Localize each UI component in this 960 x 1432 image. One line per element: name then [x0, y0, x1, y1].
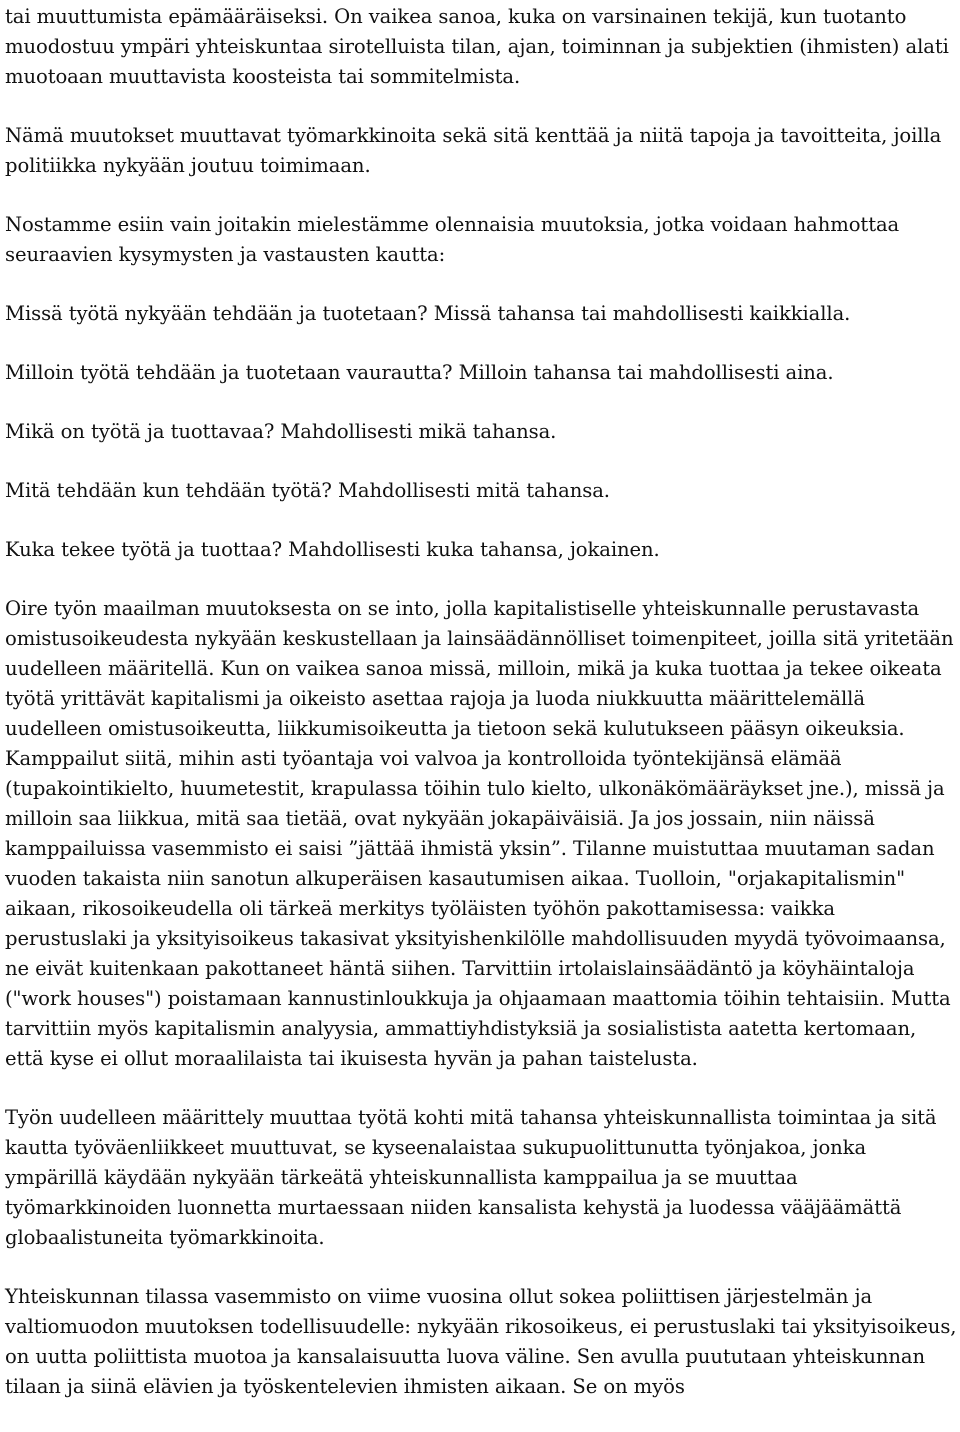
question-doing: Mitä tehdään kun tehdään työtä? Mahdollisesti mitä tahansa.: [5, 479, 610, 502]
paragraph-questions-intro: Nostamme esiin vain joitakin mielestämme olennaisia muutoksia, jotka voidaan hahmottaa seuraavien kysymysten ja vastausten kautta:: [5, 213, 900, 266]
question-where: Missä työtä nykyään tehdään ja tuotetaan? Missä tahansa tai mahdollisesti kaikkialla.: [5, 302, 851, 325]
paragraph-changes: Nämä muutokset muuttavat työmarkkinoita sekä sitä kenttää ja niitä tapoja ja tavoitteita, joilla politiikka nykyään joutuu toimimaan.: [5, 124, 942, 177]
paragraph-ownership: Oire työn maailman muutoksesta on se into, jolla kapitalistiselle yhteiskunnalle perustavasta omistusoikeudesta nykyään keskustellaan ja lainsäädännölliset toimenpiteet, joilla sitä yritetään uudelleen määritellä. Kun on vaikea sanoa missä, milloin, mikä ja kuka tuottaa ja tekee oikeata työtä yrittävät kapitalismi ja oikeisto asettaa rajoja ja luoda niukkuutta määrittelemällä uudelleen omistusoikeutta, liikkumisoikeutta ja tietoon sekä kulutukseen pääsyn oikeuksia. Kamppailut siitä, mihin asti työantaja voi valvoa ja kontrolloida työntekijänsä elämää (tupakointikielto, huumetestit, krapulassa töihin tulo kielto, ulkonäkömääräykset jne.), missä ja milloin saa liikkua, mitä saa tietää, ovat nykyään jokapäiväisiä. Ja jos jossain, niin näissä kamppailuissa vasemmisto ei saisi ”jättää ihmistä yksin”. Tilanne muistuttaa muutaman sadan vuoden takaista niin sanotun alkuperäisen kasautumisen aikaa. Tuolloin, "orjakapitalismin" aikaan, rikosoikeudella oli tärkeä merkitys työläisten työhön pakottamisessa: vaikka perustuslaki ja yksityisoikeus takasivat yksityishenkilölle mahdollisuuden myydä työvoimaansa, ne eivät kuitenkaan pakottaneet häntä siihen. Tarvittiin irtolaislainsäädäntö ja köyhäintaloja ("work houses") poistamaan kannustinloukkuja ja ohjaamaan maattomia töihin tehtaisiin. Mutta tarvittiin myös kapitalismin analyysia, ammattiyhdistyksiä ja sosialistista aatetta kertomaan, että kyse ei ollut moraalilaista tai ikuisesta hyvän ja pahan taistelusta.: [5, 597, 954, 1070]
paragraph-redefinition: Työn uudelleen määrittely muuttaa työtä kohti mitä tahansa yhteiskunnallista toimintaa ja sitä kautta työväenliikkeet muuttuvat, se kyseenalaistaa sukupuolittunutta työnjakoa, jonka ympärillä käydään nykyään tärkeätä yhteiskunnallista kamppailua ja se muuttaa työmarkkinoiden luonnetta murtaessaan niiden kansalista kehystä ja luodessa vääjäämättä globaalistuneita työmarkkinoita.: [5, 1106, 937, 1249]
paragraph-intro: tai muuttumista epämääräiseksi. On vaikea sanoa, kuka on varsinainen tekijä, kun tuotanto muodostuu ympäri yhteiskuntaa sirotelluista tilan, ajan, toiminnan ja subjektien (ihmisten) alati muotoaan muuttavista koosteista tai sommitelmista.: [5, 5, 949, 88]
question-who: Kuka tekee työtä ja tuottaa? Mahdollisesti kuka tahansa, jokainen.: [5, 538, 660, 561]
question-when: Milloin työtä tehdään ja tuotetaan vaurautta? Milloin tahansa tai mahdollisesti aina.: [5, 361, 834, 384]
paragraph-society: Yhteiskunnan tilassa vasemmisto on viime vuosina ollut sokea poliittisen järjestelmän ja valtiomuodon muutoksen todellisuudelle: nykyään rikosoikeus, ei perustuslaki tai yksityisoikeus, on uutta poliittista muotoa ja kansalaisuutta luova väline. Sen avulla puututaan yhteiskunnan tilaan ja siinä elävien ja työskentelevien ihmisten aikaan. Se on myös: [5, 1285, 957, 1398]
document-page: [5, 0, 960, 1402]
question-what: Mikä on työtä ja tuottavaa? Mahdollisesti mikä tahansa.: [5, 420, 557, 443]
